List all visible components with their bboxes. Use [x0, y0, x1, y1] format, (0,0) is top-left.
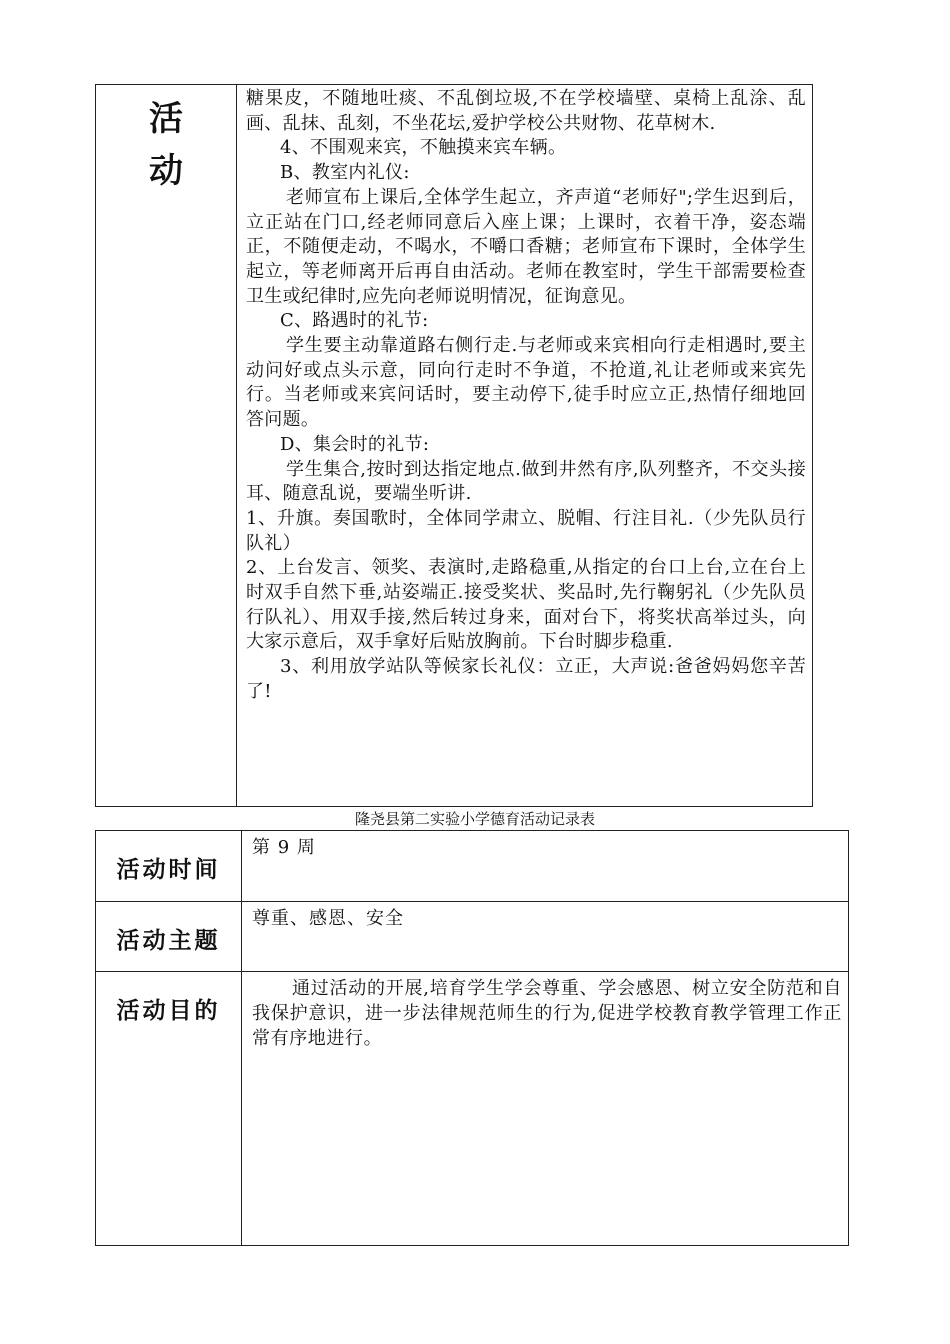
content-paragraph: 1、升旗。奏国歌时，全体同学肃立、脱帽、行注目礼.（少先队员行队礼） — [246, 507, 806, 554]
activity-content-table — [95, 84, 813, 807]
activity-label-char-1: 活 — [149, 99, 183, 139]
activity-label — [96, 93, 236, 197]
activity-theme-label: 活动主题 — [96, 902, 242, 971]
activity-record-table — [95, 830, 849, 1246]
content-paragraph: 学生要主动靠道路右侧行走.与老师或来宾相向行走相遇时,要主动问好或点头示意，同向行走时不争道，不抢道,礼让老师或来宾先行。当老师或来宾问话时，要主动停下,徒手时应立正,热情仔细地回答问题。 — [246, 335, 806, 431]
content-paragraph: 2、上台发言、领奖、表演时,走路稳重,从指定的台口上台,立在台上时双手自然下垂,站姿端正.接受奖状、奖品时,先行鞠躬礼（少先队员行队礼）、用双手接,然后转过身来，面对台下，将奖状高举过头，向大家示意后，双手拿好后贴放胸前。下台时脚步稳重. — [246, 557, 806, 653]
activity-time-label: 活动时间 — [96, 831, 242, 901]
content-paragraph: 糖果皮，不随地吐痰、不乱倒垃圾,不在学校墙壁、桌椅上乱涂、乱画、乱抹、乱刻，不坐花坛,爱护学校公共财物、花草树木. — [246, 88, 806, 134]
activity-theme-value: 尊重、感恩、安全 — [252, 908, 404, 929]
content-paragraph: 3、利用放学站队等候家长礼仪：立正，大声说:爸爸妈妈您辛苦了! — [246, 656, 806, 702]
content-heading: B、教室内礼仪: — [280, 162, 410, 184]
content-paragraph: 学生集合,按时到达指定地点.做到井然有序,队列整齐，不交头接耳、随意乱说，要端坐听讲. — [246, 458, 806, 505]
column-divider — [236, 85, 237, 806]
activity-content — [246, 87, 806, 705]
activity-time-value: 第 9 周 — [252, 837, 316, 858]
content-paragraph: 4、不围观来宾，不触摸来宾车辆。 — [280, 137, 567, 159]
content-paragraph: 老师宣布上课后,全体学生起立，齐声道“老师好";学生迟到后，立正站在门口,经老师同意后入座上课；上课时，衣着干净，姿态端正，不随便走动，不喝水，不嚼口香糖；老师宣布下课时，全体学生起立，等老师离开后再自由活动。老师在教室时，学生干部需要检查卫生或纪律时,应先向老师说明情况，征询意见。 — [246, 186, 806, 307]
activity-purpose-row — [96, 971, 848, 1245]
activity-time-row — [96, 831, 848, 901]
activity-label-char-2: 动 — [149, 151, 183, 191]
content-heading: C、路遇时的礼节: — [280, 310, 429, 332]
content-heading: D、集会时的礼节: — [280, 433, 430, 455]
activity-purpose-label: 活动目的 — [96, 972, 242, 1245]
table-caption: 隆尧县第二实验小学德育活动记录表 — [354, 810, 595, 828]
activity-theme-row — [96, 901, 848, 971]
activity-purpose-value: 通过活动的开展,培育学生学会尊重、学会感恩、树立安全防范和自我保护意识，进一步法律规范师生的行为,促进学校教育教学管理工作正常有序地进行。 — [252, 978, 842, 1049]
